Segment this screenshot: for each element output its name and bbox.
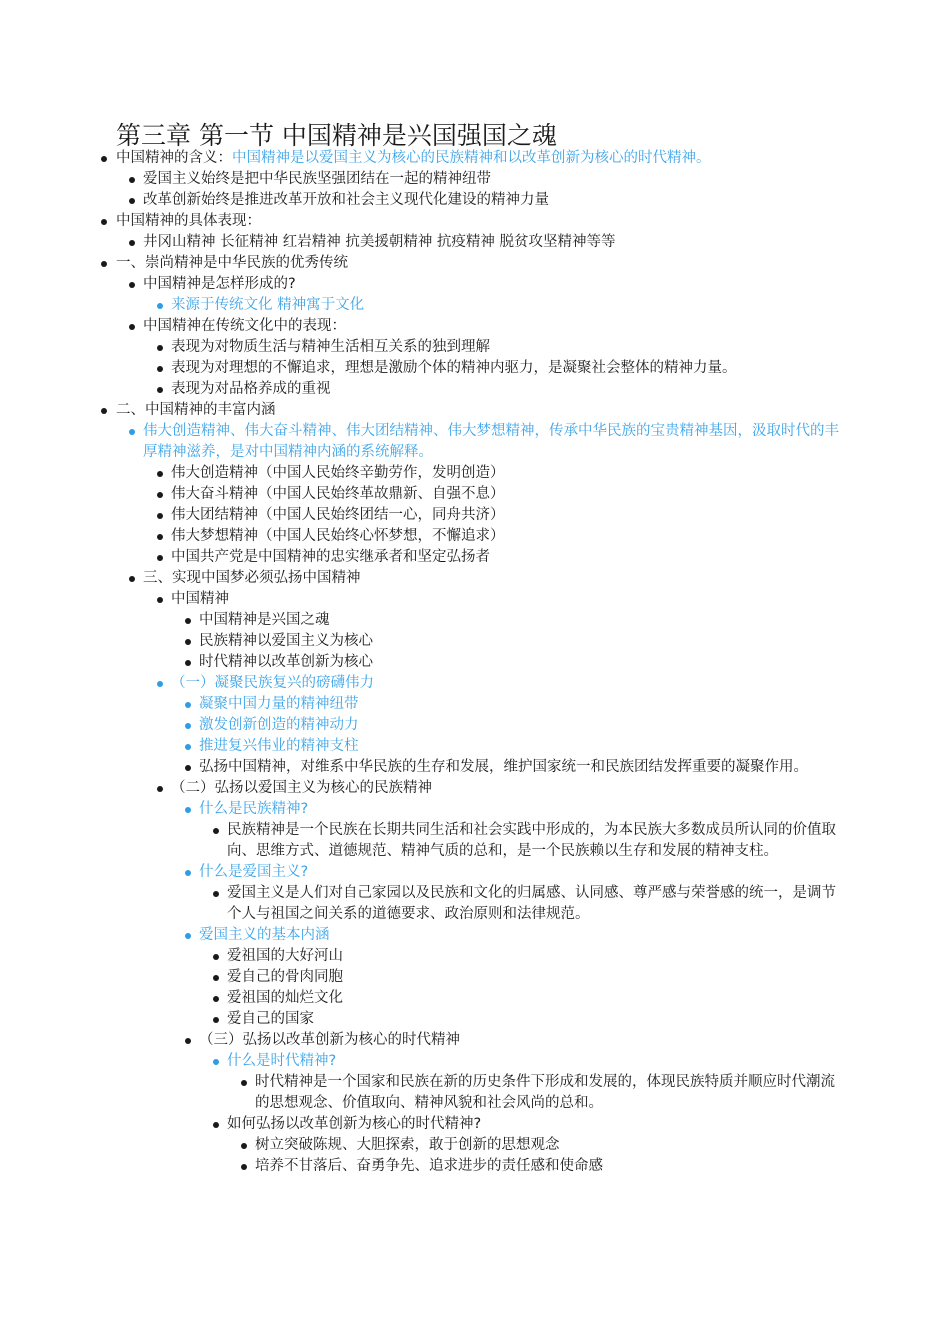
outline-item [0,148,950,169]
outline-item [0,232,950,253]
outline-item-text: 井冈山精神 长征精神 红岩精神 抗美援朝精神 抗疫精神 脱贫攻坚精神等等 [143,234,616,250]
outline-item [0,631,950,652]
outline-item-text: 时代精神以改革创新为核心 [199,654,373,670]
outline-item [0,484,950,505]
outline-item-text: 改革创新始终是推进改革开放和社会主义现代化建设的精神力量 [143,192,549,208]
outline-item [0,652,950,673]
bullet-icon [101,156,107,162]
outline-item [0,379,950,400]
outline-item [0,1135,950,1156]
outline-item-text: 树立突破陈规、大胆探索，敢于创新的思想观念 [255,1137,560,1153]
bullet-icon [213,975,219,981]
outline-item [0,673,950,694]
bullet-icon [157,303,163,309]
outline-item [0,757,950,778]
outline-item [0,421,950,463]
bullet-icon [157,387,163,393]
outline-item-text: （三）弘扬以改革创新为核心的时代精神 [199,1032,460,1048]
outline-item-text: 中国精神 [171,591,229,607]
bullet-icon [213,1059,219,1065]
outline-item [0,295,950,316]
outline-item [0,358,950,379]
outline-item [0,862,950,883]
page-title: 第三章 第一节 中国精神是兴国强国之魂 [116,121,557,150]
bullet-icon [129,198,135,204]
outline-item [0,988,950,1009]
outline-item-text: 爱祖国的大好河山 [227,948,343,964]
outline-item-text: 表现为对理想的不懈追求，理想是激励个体的精神内驱力，是凝聚社会整体的精神力量。 [171,360,737,376]
outline-item [0,799,950,820]
outline-item-text: 民族精神是一个民族在长期共同生活和社会实践中形成的，为本民族大多数成员所认同的价值取向、思维方式、道德规范、精神气质的总和，是一个民族赖以生存和发展的精神支柱。 [227,822,836,859]
outline-item-text: （二）弘扬以爱国主义为核心的民族精神 [171,780,432,796]
outline-item [0,589,950,610]
outline-item [0,1030,950,1051]
bullet-icon [241,1164,247,1170]
bullet-icon [157,513,163,519]
bullet-icon [157,345,163,351]
bullet-icon [185,618,191,624]
outline-item-text: 三、实现中国梦必须弘扬中国精神 [143,570,361,586]
outline-item [0,610,950,631]
outline-item-text: 如何弘扬以改革创新为核心的时代精神? [227,1116,482,1132]
outline-item-highlight: 中国精神是以爱国主义为核心的民族精神和以改革创新为核心的时代精神。 [232,150,711,166]
outline-item-text: 时代精神是一个国家和民族在新的历史条件下形成和发展的，体现民族特质并顺应时代潮流的思想观念、价值取向、精神风貌和社会风尚的总和。 [255,1074,835,1111]
bullet-icon [185,765,191,771]
outline-item [0,1009,950,1030]
outline-item-text: 爱国主义是人们对自己家园以及民族和文化的归属感、认同感、尊严感与荣誉感的统一，是调节个人与祖国之间关系的道德要求、政治原则和法律规范。 [227,885,836,922]
bullet-icon [213,996,219,1002]
outline-item-text: 伟大奋斗精神（中国人民始终革故鼎新、自强不息） [171,486,505,502]
outline-item [0,967,950,988]
outline-item [0,316,950,337]
outline-item [0,547,950,568]
outline-item-text: 爱自己的国家 [227,1011,314,1027]
outline-item-text: 二、中国精神的丰富内涵 [116,402,276,418]
outline-item [0,253,950,274]
outline-item-text: 表现为对物质生活与精神生活相互关系的独到理解 [171,339,490,355]
outline-item-text: 什么是时代精神? [227,1053,337,1069]
bullet-icon [129,177,135,183]
bullet-icon [157,492,163,498]
bullet-icon [129,324,135,330]
outline-item [0,400,950,421]
outline-item [0,715,950,736]
outline-item-text: 来源于传统文化 精神寓于文化 [171,297,365,313]
bullet-icon [213,891,219,897]
bullet-icon [101,261,107,267]
outline-item-text: （一）凝聚民族复兴的磅礴伟力 [171,675,374,691]
outline-item-text: 什么是民族精神? [199,801,309,817]
outline-item [0,736,950,757]
bullet-icon [213,954,219,960]
bullet-icon [157,681,163,687]
outline-item [0,190,950,211]
bullet-icon [185,660,191,666]
bullet-icon [157,534,163,540]
outline-item-text: 伟大创造精神、伟大奋斗精神、伟大团结精神、伟大梦想精神，传承中华民族的宝贵精神基因，汲取时代的丰厚精神滋养，是对中国精神内涵的系统解释。 [143,423,839,460]
outline-item [0,526,950,547]
outline-item [0,778,950,799]
bullet-icon [185,870,191,876]
bullet-icon [157,471,163,477]
bullet-icon [185,1038,191,1044]
bullet-icon [185,702,191,708]
outline-item-text: 中国精神在传统文化中的表现： [143,318,346,334]
outline-item-text: 爱自己的骨肉同胞 [227,969,343,985]
bullet-icon [213,828,219,834]
bullet-icon [185,807,191,813]
outline-item [0,1072,950,1114]
bullet-icon [157,786,163,792]
outline-item-text: 激发创新创造的精神动力 [199,717,359,733]
outline-item-text: 一、崇尚精神是中华民族的优秀传统 [116,255,348,271]
outline-item [0,1156,950,1177]
bullet-icon [157,597,163,603]
outline-item [0,505,950,526]
outline-item [0,1051,950,1072]
outline-item-text: 爱国主义始终是把中华民族坚强团结在一起的精神纽带 [143,171,491,187]
outline-item-text: 推进复兴伟业的精神支柱 [199,738,359,754]
bullet-icon [129,429,135,435]
bullet-icon [213,1122,219,1128]
outline-item [0,274,950,295]
bullet-icon [101,408,107,414]
bullet-icon [157,555,163,561]
outline-item-text: 表现为对品格养成的重视 [171,381,331,397]
bullet-icon [101,219,107,225]
bullet-icon [213,1017,219,1023]
bullet-icon [185,639,191,645]
outline-item [0,1114,950,1135]
bullet-icon [241,1080,247,1086]
outline-item-text: 中国精神是怎样形成的? [143,276,296,292]
bullet-icon [185,723,191,729]
outline-item-text: 爱国主义的基本内涵 [199,927,330,943]
outline-item-text: 中国共产党是中国精神的忠实继承者和坚定弘扬者 [171,549,490,565]
outline-item [0,946,950,967]
outline-item-text: 民族精神以爱国主义为核心 [199,633,373,649]
outline-item-text: 弘扬中国精神，对维系中华民族的生存和发展，维护国家统一和民族团结发挥重要的凝聚作用。 [199,759,808,775]
outline-item-text: 伟大团结精神（中国人民始终团结一心，同舟共济） [171,507,505,523]
outline-item [0,883,950,925]
bullet-icon [185,744,191,750]
outline-item [0,463,950,484]
bullet-icon [129,576,135,582]
bullet-icon [241,1143,247,1149]
outline-item-text: 什么是爱国主义? [199,864,309,880]
outline-item-text: 伟大创造精神（中国人民始终辛勤劳作，发明创造） [171,465,505,481]
outline-item-text: 伟大梦想精神（中国人民始终心怀梦想，不懈追求） [171,528,505,544]
outline-item [0,169,950,190]
outline-item [0,568,950,589]
outline-item [0,211,950,232]
bullet-icon [157,366,163,372]
outline-item [0,820,950,862]
bullet-icon [185,933,191,939]
bullet-icon [129,240,135,246]
outline-item [0,925,950,946]
outline-item-text: 中国精神的具体表现： [116,213,261,229]
outline-item-text: 中国精神是兴国之魂 [199,612,330,628]
bullet-icon [129,282,135,288]
outline-item [0,694,950,715]
outline-item [0,337,950,358]
outline-item-text: 培养不甘落后、奋勇争先、追求进步的责任感和使命感 [255,1158,603,1174]
outline-item-text: 中国精神的含义： [116,150,232,166]
outline-item-text: 爱祖国的灿烂文化 [227,990,343,1006]
outline-item-text: 凝聚中国力量的精神纽带 [199,696,359,712]
outline-list [0,148,950,1177]
